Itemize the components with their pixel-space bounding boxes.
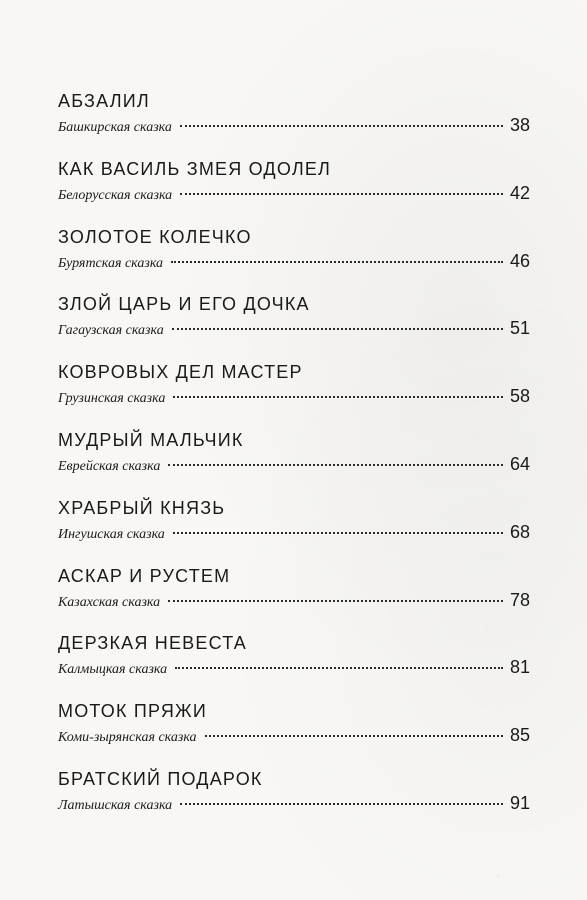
page-number: 78 [509, 589, 530, 610]
page-number: 81 [509, 657, 530, 678]
entry-details [58, 386, 530, 406]
dot-leader [173, 532, 503, 534]
story-title: БРАТСКИЙ ПОДАРОК [58, 768, 263, 789]
page-number: 91 [509, 792, 530, 813]
page-number: 51 [509, 318, 530, 339]
entry-details [58, 522, 530, 542]
entry-details [58, 793, 530, 813]
story-title: ХРАБРЫЙ КНЯЗЬ [58, 497, 226, 518]
dot-leader [168, 600, 503, 602]
dot-leader [173, 396, 503, 398]
toc-entry [58, 226, 530, 294]
page-number: 58 [509, 386, 530, 407]
story-title: ЗЛОЙ ЦАРЬ И ЕГО ДОЧКА [58, 294, 310, 315]
page-number: 38 [509, 115, 530, 135]
story-origin: Грузинская сказка [58, 391, 166, 407]
page-number: 46 [509, 250, 530, 271]
toc-entry [58, 429, 530, 497]
entry-details [58, 725, 530, 745]
toc-entry [58, 700, 530, 768]
toc-entry [58, 497, 530, 565]
story-origin: Казахская сказка [58, 594, 161, 610]
dot-leader [175, 667, 503, 669]
story-origin: Ингушская сказка [58, 526, 165, 542]
entry-details [58, 318, 530, 338]
table-of-contents [58, 90, 530, 836]
toc-entry [58, 768, 530, 836]
entry-details [58, 251, 530, 271]
dot-leader [180, 125, 503, 127]
story-origin: Белорусская сказка [58, 187, 173, 203]
entry-details [58, 183, 530, 203]
dot-leader [180, 193, 503, 195]
toc-entry [58, 293, 530, 361]
story-title: МОТОК ПРЯЖИ [58, 701, 207, 722]
entry-details [58, 115, 530, 135]
story-title: МУДРЫЙ МАЛЬЧИК [58, 429, 244, 450]
story-origin: Бурятская сказка [58, 255, 164, 271]
page-number: 85 [509, 725, 530, 746]
dot-leader [172, 328, 503, 330]
story-origin: Калмыцкая сказка [58, 662, 168, 678]
story-title: АСКАР И РУСТЕМ [58, 565, 231, 586]
story-title: КАК ВАСИЛЬ ЗМЕЯ ОДОЛЕЛ [58, 158, 332, 179]
story-title: КОВРОВЫХ ДЕЛ МАСТЕР [58, 362, 303, 383]
story-origin: Коми-зырянская сказка [58, 730, 197, 746]
dot-leader [205, 735, 503, 737]
story-title: ЗОЛОТОЕ КОЛЕЧКО [58, 226, 252, 247]
story-origin: Латышская сказка [58, 797, 173, 813]
toc-entry [58, 158, 530, 226]
entry-details [58, 454, 530, 474]
dot-leader [180, 803, 503, 805]
story-origin: Башкирская сказка [58, 120, 172, 135]
toc-entry [58, 361, 530, 429]
paper-speck: · [497, 872, 500, 881]
story-origin: Еврейская сказка [58, 458, 161, 474]
toc-entry [58, 632, 530, 700]
story-title: АБЗАЛИЛ [58, 91, 150, 111]
page-number: 42 [509, 182, 530, 203]
story-title: ДЕРЗКАЯ НЕВЕСТА [58, 633, 247, 654]
page-number: 68 [509, 521, 530, 542]
toc-entry [58, 565, 530, 633]
dot-leader [171, 261, 503, 263]
entry-details [58, 590, 530, 610]
page-number: 64 [509, 453, 530, 474]
story-origin: Гагаузская сказка [58, 323, 164, 339]
entry-details [58, 657, 530, 677]
toc-entry [58, 90, 530, 158]
dot-leader [168, 464, 503, 466]
